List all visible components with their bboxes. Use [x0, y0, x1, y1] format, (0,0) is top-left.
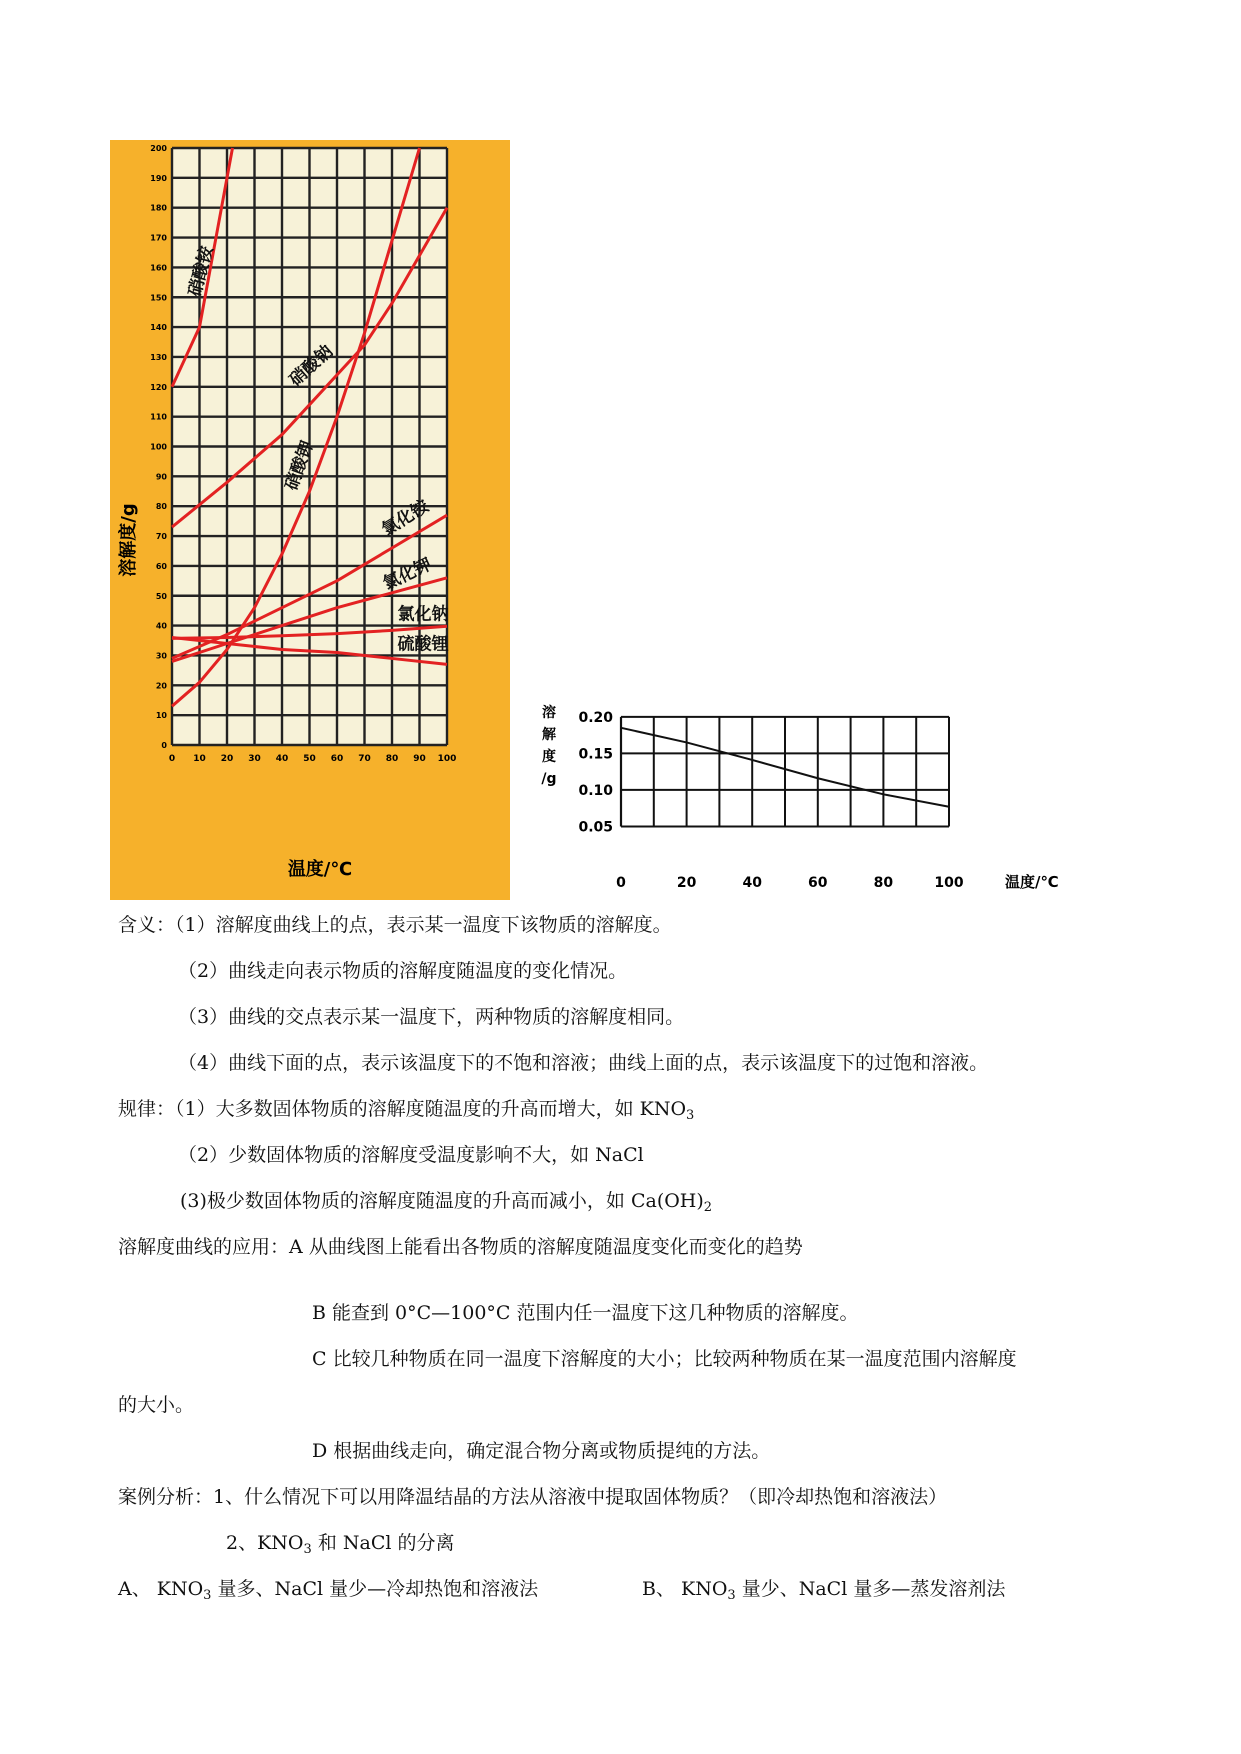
meaning-2: （2）曲线走向表示物质的溶解度随温度的变化情况。	[178, 960, 628, 982]
x-tick-label: 100	[934, 875, 964, 891]
chart2-ylabel-1: 溶	[542, 705, 556, 721]
y-tick-label: 50	[155, 591, 167, 601]
meaning-4: （4）曲线下面的点，表示该温度下的不饱和溶液；曲线上面的点，表示该温度下的过饱和溶液。	[178, 1052, 989, 1074]
application-c: C 比较几种物质在同一温度下溶解度的大小；比较两种物质在某一温度范围内溶解度	[312, 1348, 1017, 1370]
y-tick-label: 0.10	[578, 782, 613, 799]
y-tick-label: 110	[150, 412, 167, 422]
case-2a: A、 $KNO_3$ 量多、NaCl 量少—冷却热饱和溶液法	[118, 1578, 539, 1603]
series-label: 硫酸锂	[397, 634, 449, 655]
x-tick-label: 70	[358, 754, 371, 764]
chart1-xlabel: 温度/℃	[287, 859, 353, 880]
x-tick-label: 0	[168, 754, 176, 764]
solubility-chart-main	[110, 140, 510, 900]
rule-1: 规律：（1）大多数固体物质的溶解度随温度的升高而增大，如 $KNO_3$	[118, 1098, 695, 1123]
series-label: 氯化钠	[397, 604, 449, 625]
series-label: 氯化铵	[378, 496, 433, 541]
x-tick-label: 20	[220, 754, 234, 764]
x-tick-label: 80	[873, 875, 894, 891]
series-label: 硝酸钾	[281, 438, 318, 493]
y-tick-label: 0.05	[578, 819, 613, 836]
y-tick-label: 0.15	[578, 746, 613, 763]
chart2-ylabel-4: /g	[541, 771, 557, 787]
chart1-ylabel: 溶解度/g	[118, 503, 139, 577]
y-tick-label: 90	[155, 472, 167, 482]
rule-3: (3)极少数固体物质的溶解度随温度的升高而减小，如 $Ca(OH)_2$	[180, 1190, 713, 1215]
series-label: 硝酸铵	[185, 244, 218, 299]
y-tick-label: 190	[150, 173, 167, 183]
chart2-ylabel-3: 度	[542, 749, 556, 765]
y-tick-label: 130	[150, 352, 167, 362]
chart2-ylabel-2: 解	[542, 727, 556, 743]
case-2b: B、 $KNO_3$ 量少、NaCl 量多—蒸发溶剂法	[642, 1578, 1006, 1603]
x-tick-label: 80	[385, 754, 399, 764]
series-label: 氯化钾	[380, 554, 435, 595]
case-1: 案例分析：1、什么情况下可以用降温结晶的方法从溶液中提取固体物质？（即冷却热饱和溶液法）	[118, 1486, 948, 1508]
y-tick-label: 180	[150, 203, 167, 213]
y-tick-label: 30	[155, 651, 167, 661]
y-tick-label: 80	[155, 502, 167, 512]
x-tick-label: 40	[742, 875, 762, 891]
y-tick-label: 150	[150, 293, 167, 303]
x-tick-label: 20	[676, 875, 697, 891]
x-tick-label: 40	[275, 754, 289, 764]
y-tick-label: 60	[155, 561, 167, 571]
y-tick-label: 200	[150, 144, 167, 153]
y-tick-label: 0	[161, 741, 167, 750]
application-a: 溶解度曲线的应用：A 从曲线图上能看出各物质的溶解度随温度变化而变化的趋势	[118, 1236, 803, 1258]
application-c-cont: 的大小。	[118, 1394, 195, 1416]
application-d: D 根据曲线走向，确定混合物分离或物质提纯的方法。	[312, 1440, 771, 1462]
case-2: 2、$KNO_3$ 和 NaCl 的分离	[226, 1532, 455, 1557]
application-b: B 能查到 0°C—100°C 范围内任一温度下这几种物质的溶解度。	[312, 1302, 859, 1324]
x-tick-label: 100	[437, 754, 457, 764]
x-tick-label: 30	[248, 754, 261, 764]
x-tick-label: 10	[193, 754, 206, 764]
x-tick-label: 60	[808, 875, 828, 891]
x-tick-label: 0	[616, 875, 626, 891]
meaning-3: （3）曲线的交点表示某一温度下，两种物质的溶解度相同。	[178, 1006, 685, 1028]
solubility-chart-caoh2	[535, 695, 1065, 895]
y-tick-label: 10	[155, 711, 167, 721]
y-tick-label: 140	[150, 323, 167, 333]
y-tick-label: 20	[155, 681, 167, 691]
x-tick-label: 50	[303, 754, 316, 764]
series-label: 硝酸钠	[285, 341, 337, 391]
y-tick-label: 40	[155, 621, 167, 631]
x-tick-label: 60	[330, 754, 344, 764]
y-tick-label: 100	[150, 442, 167, 452]
y-tick-label: 170	[150, 233, 167, 243]
rule-2: （2）少数固体物质的溶解度受温度影响不大，如 NaCl	[178, 1144, 644, 1166]
chart2-xlabel: 温度/℃	[1005, 873, 1059, 891]
y-tick-label: 120	[150, 382, 167, 392]
y-tick-label: 70	[155, 532, 167, 542]
x-tick-label: 90	[413, 754, 426, 764]
y-tick-label: 160	[150, 263, 167, 273]
y-tick-label: 0.20	[578, 709, 613, 726]
meaning-1: 含义：（1）溶解度曲线上的点，表示某一温度下该物质的溶解度。	[118, 914, 672, 936]
